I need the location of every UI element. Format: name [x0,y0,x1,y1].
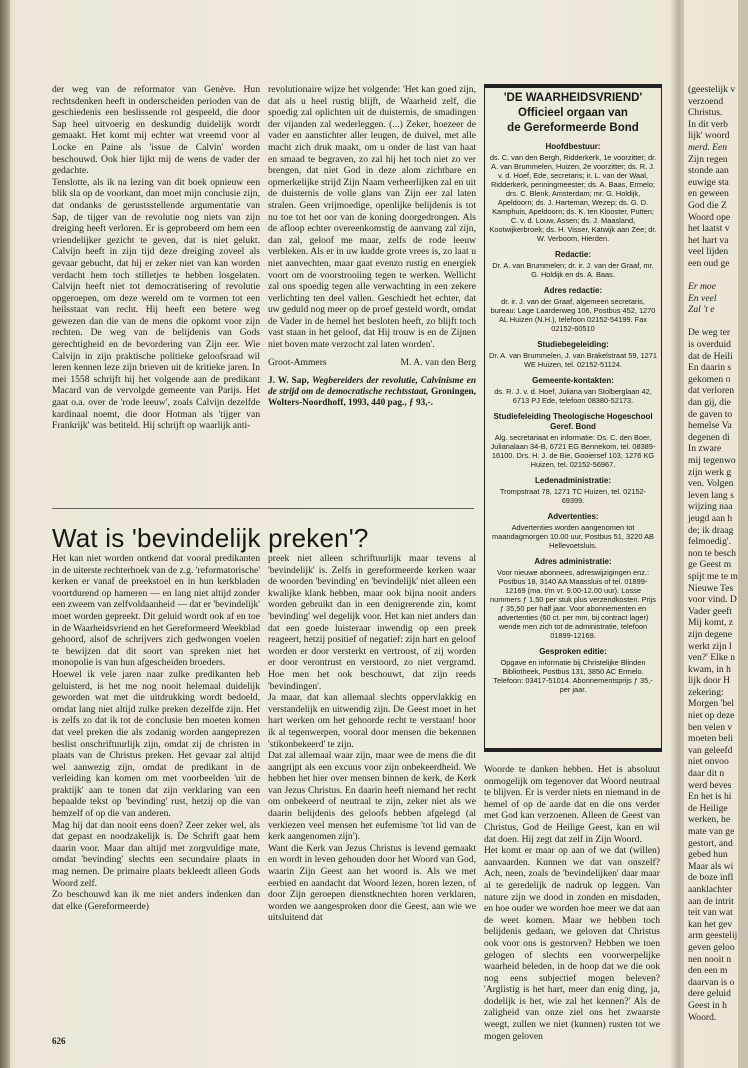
cutoff-line: werkt zijn l [688,640,732,652]
cutoff-line: aan de intrit [688,895,734,907]
cutoff-line: kan het gev [688,918,733,930]
article-column-2 [268,553,476,1023]
cutoff-line: dere geluid [688,988,731,1000]
cutoff-line: spijt me te m [688,570,738,582]
cutoff-line: geven geloo [688,941,735,953]
cutoff-line: lijk' woord [688,130,730,142]
cutoff-line: De weg ter [688,327,731,339]
cutoff-line: gekomen o [688,373,731,385]
cutoff-line: Vader geeft [688,605,732,617]
paragraph: Zo beschouwd kan ik me niet anders indenken dan dat elke (Gereformeerde) [52,889,260,912]
section-heading: Gemeente-kontakten: [532,376,614,385]
paragraph: Het komt er maar op aan of we dat (willen) aanvaarden. Kunnen we dat van onszelf? Ach, neen, zoals de 'bevindelijken' daar maar al te geredelijk de nadruk op leggen. Van nature zijn we dood in zonden en misdaden, en hoe ouder we worden hoe meer we dat aan de weet komen. Maar we hebben toch belijdenis gedaan, we geloven dat Christus ook voor ons is gestorven? Hebben we toen gelogen of slechts een voorwerpelijke waarheid beleden, in de hoop dat we die ook nog eens subjectief mogen beleven? 'Arglistig is het hart, meer dan enig ding, ja, dodelijk is het, wie zal het kennen?' Als de zaligheid van onze ziel ons het zwaarste weegt, zullen we niet (kunnen) rusten tot we mogen geloven [484,845,660,1042]
cutoff-line: God die Z [688,199,727,211]
cutoff-line: zijn werk g [688,466,732,478]
section-text: Dr. A. van Brummelen; dr. ir. J. van der Graaf, mr. G. Holdijk en ds. A. Baas. [492,261,654,279]
book-title: Wegbereiders der revolutie, Calvinisme en de strijd om de democratische rechtsstaat, [268,376,476,398]
cutoff-line: Zijn regen [688,153,728,165]
cutoff-line: en geween [688,188,729,200]
cutoff-line: En veel [688,292,717,304]
page-binding [0,0,10,1068]
cutoff-line: En daarin s [688,362,732,374]
cutoff-line: de Heilige [688,802,728,814]
box-bottom-rule [485,748,661,751]
cutoff-line: arm geestelij [688,930,738,942]
paragraph: preek niet alleen schriftuurlijk maar tevens al 'bevindelijk' is. Zelfs in gereformeerde kerken waar de woorden 'bevinding' en 'bevindelijk' niet alleen een kwalijke klank hebben, maar ook bijna nooit anders worden gebruikt dan in een denigrerende zin, komt 'bevinding' wel degelijk voor. Het kan niet anders dan dat een goede luisteraar inwendig op een preek reageert, hetzij positief of negatief: zijn hart en geloof worden er door versterkt en vertroost, of zij worden er door verontrust en verstoord, zo niet vergramd. Hoe men het ook beschouwt, dat zijn reeds 'bevindingen'. [268,553,476,692]
section-heading: Adres administratie: [534,557,612,566]
review-column-1 [52,84,260,504]
cutoff-line: dan gij, die [688,397,731,409]
cutoff-line: jeugd aan h [688,512,733,524]
section-divider [52,508,474,509]
cutoff-line: ben velen v [688,721,733,733]
cutoff-line: ven?' Elke n [688,652,736,664]
cutoff-line: felmoedig'. [688,536,732,548]
cutoff-line: het hart va [688,234,729,246]
article-headline: Wat is 'bevindelijk preken'? [52,523,369,553]
book-author: J. W. Sap, [268,376,309,387]
section-text: Advertenties worden aangenomen tot maandagmorgen 10.00 uur, Postbus 51, 3220 AB Hellevoetsluis. [492,523,654,550]
box-top-rule [485,85,661,88]
review-column-2 [268,84,476,504]
cutoff-line: de gaven to [688,408,733,420]
cutoff-line: den een m [688,965,728,977]
cutoff-line: daarvan is o [688,976,735,988]
cutoff-line: In zware [688,443,722,455]
cutoff-line: teit van wat [688,907,733,919]
page-number: 626 [52,1036,66,1046]
cutoff-line: kwam, in h [688,663,731,675]
section-text: Voor nieuwe abonnees, adreswijzigingen enz.: Postbus 18, 3140 AA Maassluis of tel. 01899-12169 (ma. t/m vr. 9.00-12.00 uur). Losse nummers ƒ 1,50 per stuk plus verzendkosten. Prijs ƒ 35,50 per half jaar. Voor abonnementen en advertenties (60 ct. per mm, bij contract lager) wende men zich tot de administratie, telefoon 01899-12169. [490,568,656,640]
section-text: dr. ir. J. van der Graaf, algemeen secretaris, bureau: Lage Laarderweg 106, Postbus 452, 1270 AL Huizen (N.H.), telefoon 02152-54199. Fax 02152-60510 [490,297,656,333]
section-heading: Ledenadministratie: [534,476,611,485]
cutoff-line: non te besch [688,547,736,559]
colophon-subtitle: Officieel orgaan van [518,107,628,119]
cutoff-line: dat verloren [688,385,735,397]
cutoff-line: veel lijden [688,246,729,258]
section-heading: Studiefeleiding Theologische Hogeschool Geref. Bond [493,412,653,431]
section-heading: Hoofdbestuur: [545,142,601,151]
cutoff-line: stonde aan [688,165,729,177]
cutoff-line: Er moe [688,281,716,293]
section-heading: Adres redactie: [543,286,603,295]
cutoff-line: daar dit n [688,768,725,780]
cutoff-line: nen nooit n [688,953,732,965]
section-heading: Redactie: [554,250,591,259]
section-text: Dr. A. van Brummelen, J. van Brakelstraat 59, 1271 WE Huizen, tel. 02152-51124. [489,351,658,369]
cutoff-line: Woord. [688,1011,717,1023]
cutoff-line: mij tegenwo [688,455,736,466]
paragraph: revolutionaire wijze het volgende: 'Het kan goed zijn, dat als u heel rustig blijft, de Waarheid zelf, die spoedig zal oplichten uit de duisternis, de smadingen der vijanden zal wederleggen. (...) Zeker, hoezeer de vader en aanstichter aller leugen, de duivel, met alle macht zich druk maakt, om u onder de last van haat en smaad te begraven, zo zal hij het toch niet zo ver brengen, dat niet God in deze alom zichtbare en opmerkelijke strijd Zijn Naam verheerlijken zal en uit de duisternis de volle glans van Zijn eer zal laten stralen. Geen vrijmoedige, openlijke belijdenis is tot nu toe tot het oor van de koning doorgedrongen. Als de afloop echter overeenkomstig de aanvang zal zijn, dan zal, geloof me maar, zelfs de rode leeuw verbleken. Als er in uw kudde grote vrees is, zo laat u niet aanvechten, maar gaat evenzo rustig en energiek voort om de voorstrooiing tegen te werken. Wellicht zal ons spoedig tegen alle verwachting in een zekere verlichting ten deel vallen. Geschiedt het echter, dat uw geduld nog meer op de proef gesteld wordt, omdat de Vader in de hemel het besloten heeft, zo blijft toch vast staan in het geloof, dat Hij trouw is en de Zijnen niet boven mate verzocht zal laten worden'. [268,84,476,351]
cutoff-line: merd. Een [688,141,728,153]
cutoff-line: de; ik draag [688,524,734,536]
cutoff-line: het laatst v [688,223,730,235]
paragraph: Dat zal allemaal waar zijn, maar wee de mens die dit aangrijpt als een excuus voor zijn onbekeerdheid. We hebben het hier over mensen binnen de kerk, de Kerk van Jezus Christus. En daarin heeft niemand het recht om onbekeerd of neutraal te zijn, zeker niet als we daarin belijdenis des geloofs hebben afgelegd (al verkiezen veel mensen het eufemisme 'tot lid van de kerk aangenomen zijn'). [268,750,476,843]
signature-place: Groot-Ammers [268,356,327,368]
cutoff-line: lijk door H [688,675,731,687]
cutoff-line: hemelse Va [688,420,732,432]
cutoff-line: aanklachter [688,883,733,895]
cutoff-line: (geestelijk v [688,84,736,95]
paragraph: Tenslotte, als ik na lezing van dit boek opnieuw een blik sla op de voorkant, dan moet mijn conclusie zijn, dat ondanks de gerustsstellende argumentatie van Sap, de tijger van de revolutie nog niets van zijn dreiging heeft verloren. Er is geprobeerd om hem een vriendelijker gezicht te geven, dat is niet gelukt. Calvijn heeft in zijn tijd deze dreiging zoveel als gevaar gebucht, dat hij er zeker niet van kan worden verdacht hem toch stilletjes te hebben losgelaten. Calvijn heeft niet tot democratisering of revolutie opgeroepen, om deze wereld om te vormen tot een heilsstaat van recht. Hij heeft een betere weg gewezen dan die van de mens die opkomt voor zijn rechten. De weg van de belijdenis van Gods gerechtigheid en de bevordering van Zijn eer. Wie Calvijn in zijn praktische politieke geloofsraad wil leren kennen leze zijn brieven uit de kritieke jaren. In mei 1558 schrijft hij het volgende aan de predikant Macard van de vervolgde gemeente van Parijs. Het gaat o.a. over de 'rode leeuw', zoals Calvijn dezelfde kardinaal noemt, die door Hotman als 'tijger van Frankrijk' was betiteld. Hij schrijft op waarlijk anti- [52,176,260,432]
paragraph: Ja maar, dat kan allemaal slechts oppervlakkig en verstandelijk en uitwendig zijn. De Geest moet in het hart werken om het gehoorde recht te verstaan! hoor ik al tegenwerpen, vooral door mensen die bekennen 'stikonbekeerd' te zijn. [268,692,476,750]
section-text: Trompstraat 78, 1271 TC Huizen, tel. 02152-69399. [499,487,647,505]
cutoff-line: mate van ge [688,826,735,837]
cutoff-line: Zal 't e [688,304,715,316]
section-heading: Gesproken editie: [539,647,607,656]
section-text: Opgave en informatie bij Christelijke Blinden Bibliotheek, Postbus 131, 3850 AC Ermelo. Telefoon: 03417-51014. Abonnementsprijs ƒ 35,- per jaar. [493,658,653,694]
book-reference [268,376,476,409]
cutoff-line: degenen di [688,431,730,443]
cutoff-line [688,316,748,328]
section-heading: Studiebegeleiding: [537,340,609,349]
cutoff-line: niet op deze [688,710,735,722]
cutoff-line [688,270,748,282]
cutoff-line: wijzing naa [688,501,733,513]
cutoff-line: verzoend [688,95,724,107]
article-column-1 [52,553,260,1023]
cutoff-line: In dit verb [688,118,728,130]
cutoff-line: Mij komt, z [688,617,734,629]
cutoff-line: ven. Volgen [688,478,734,490]
cutoff-line: de boze infl [688,872,734,884]
paragraph: Woorde te danken hebben. Het is absoluut onmogelijk om tegenover dat Woord neutraal te blijven. Er is verder niets en niemand in de hemel of op de aarde dat en die ons verder met God kan verzoenen. Alleen de Geest van Christus, God de Heilige Geest, kan en wil dat doen. Hij zegt dat zelf in Zijn Woord. [484,764,660,845]
cutoff-line: Geest in h [688,999,727,1011]
cutoff-line: En het is hi [688,791,732,803]
paragraph: der weg van de reformator van Genève. Hun rechtsdenken heeft in onderscheiden perioden van de geschiedenis een beslissende rol gespeeld, die door Sap heel uitvoerig en deskundig duidelijk wordt gemaakt. Het komt mij echter wat vreemd voor al Locke en Paine als 'issue de Calvin' worden beschouwd. Ook hier lijkt mij de wens de vader der gedachte. [52,84,260,177]
cutoff-line: een oud ge [688,257,730,269]
cutoff-line: voor vind. D [688,594,737,606]
section-text: ds. C. van den Bergh, Ridderkerk, 1e voorzitter; dr. A. van Brummelen, Huizen, 2e voorzitter; ds. R. J. v. d. Hoef, Ede, secretaris; ir. L. van der Waal, Ridderkerk, penningmeester; ds. A. Baas, Ermelo; drs. C. Blenk, Amsterdam; mr. G. Holdijk, Apeldoorn; ds. J. Harteman, Wezep; ds. G. D. Kamphuis, Apeldoorn; ds. K. ten Klooster, Putten; C. v. d. Louw, Assen; ds. J. Maasland, Kootwijkerbroek; ds. H. Visser, Katwijk aan Zee; dr. W. Verboom, Hierden. [489,153,657,243]
book-publisher: Groningen, Wolters-Noordhoff, 1993, 440 pag., ƒ 93,-. [268,387,476,409]
cutoff-line: niet onvoo [688,756,729,768]
cutoff-line: leven lang s [688,489,734,501]
cutoff-line: dat de Heili [688,350,733,362]
section-text: Alg. secretariaat en informatie: Ds. C. den Boer, Julianalaan 34-B, 6721 EG Bennekom, tel. 08389-16100. Drs. H. J. de Bie, Gooiersef 103, 1276 KG Huizen, tel. 02152-56967. [490,433,656,469]
cutoff-line: moeten beli [688,733,734,745]
section-text: ds. R. J. v. d. Hoef, Juliana van Stolberglaan 42, 6713 PJ Ede, telefoon 08380-52173. [494,387,652,405]
cutoff-line: ge Geest m [688,559,732,571]
next-page-column-cutoff [688,84,748,1023]
cutoff-line: Woord ope [688,211,731,223]
paragraph: Want die Kerk van Jezus Christus is levend gemaakt en wordt in leven gehouden door het Woord van God, waarin Zijn Geest aan het woord is. Als we met eerbied en aandacht dat Woord lezen, horen lezen, of door Zijn geroepen dienstknechten horen verklaren, worden we aangesproken door die Geest, aan wie we uitsluitend dat [268,842,476,924]
cutoff-line: Christus. [688,107,723,119]
cutoff-line: gebed hun [688,849,728,861]
cutoff-line: werd beves [688,779,732,791]
signature-line [268,357,476,369]
section-heading: Advertenties: [547,512,599,521]
signature-author: M. A. van den Berg [400,356,476,368]
colophon-box [484,84,662,752]
cutoff-line: is overduid [688,339,731,351]
page-gutter [670,0,684,1068]
cutoff-line: Nieuwe Tes [688,582,734,594]
paragraph: Hoewel ik vele jaren naar zulke predikanten heb geluisterd, is het me nog nooit helemaal duidelijk geworden wat met die uitdrukking wordt bedoeld, omdat lang niet altijd zulke preken dezelfde zijn. Het is zelfs zo dat ik tot de conclusie ben moeten komen dat veel preken die als zodanig worden aangeprezen beslist onschriftuurlijk zijn, omdat zij de christen in plaats van de Christus preken. Het gevaar zal altijd wel aanwezig zijn, omdat de predikant in de verleiding kan komen om met voorbeelden 'uit de praktijk' aan te tonen dat zijn verklaring van een bepaalde tekst op 'bevinding' rust, hetzij op die van hemzelf of op die van anderen. [52,668,260,820]
cutoff-line: zijn degene [688,628,732,640]
article-column-3 [484,764,660,1042]
paragraph: Mag hij dat dan nooit eens doen? Zeer zeker wel, als dat gepast en noodzakelijk is. De Schrift gaat hem daarin voor. Maar dan altijd met zorgvuldige mate, omdat 'bevinding' slechts een secundaire plaats in mag nemen. De primaire plaats bekleedt alleen Gods Woord zelf. [52,819,260,889]
paragraph: Het kan niet worden ontkend dat vooral predikanten in de uiterste rechterhoek van de z.g. 'reformatorische' kerken er vanaf de preekstoel en in hun kerkbladen voortdurend op hameren — en lang niet altijd zonder een zweem van zelfvoldaanheid — dat er 'bevindelijk' moet worden gepreekt. Dit geluid wordt ook af en toe in de Waarheidsvriend en het Gereformeerd Weekblad gehoord, alsof de schrijvers zich gedwongen voelen te bewijzen dat dit soort van spreken niet het monopolie is van hun afgescheiden broeders. [52,553,261,669]
cutoff-line: Maar als wi [688,860,734,872]
colophon-subtitle: de Gereformeerde Bond [507,122,639,134]
cutoff-line: gestort, and [688,837,733,849]
cutoff-line: euwige sta [688,176,729,188]
cutoff-line: Morgen 'bel [688,698,735,710]
cutoff-line: werken, he [688,814,731,826]
cutoff-line: zekering: [688,686,724,698]
cutoff-line: van geleefd [688,744,733,756]
colophon-title: 'DE WAARHEIDSVRIEND' [503,92,643,104]
